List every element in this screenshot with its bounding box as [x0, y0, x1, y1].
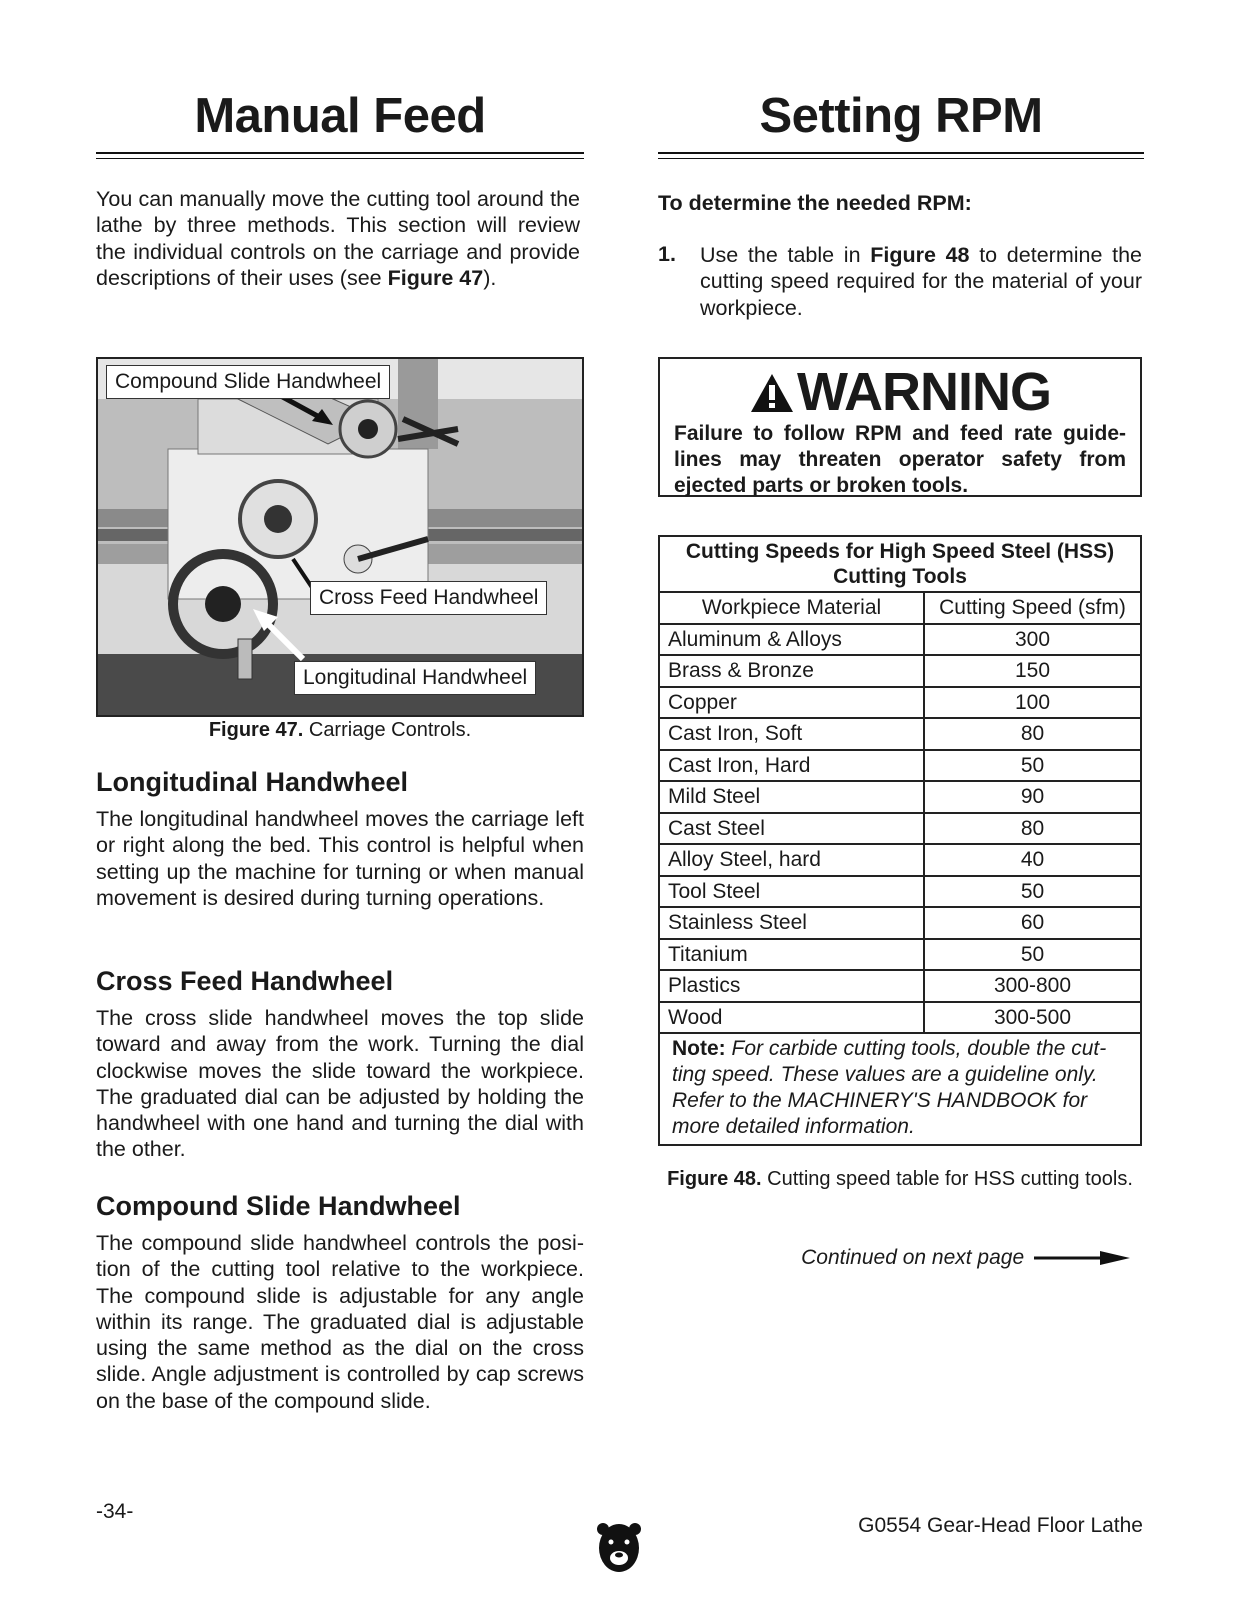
callout-longitudinal-handwheel: Longitudinal Handwheel: [294, 661, 536, 695]
figure-47-caption-text: Carriage Controls.: [303, 719, 472, 741]
cross-feed-handwheel-body: The cross slide handwheel moves the top slide toward and away from the work. Turning the dial clockwise moves the slide toward the workpiece. The graduated dial can be adjusted by holding the handwheel with one hand and turning the dial with the other.: [96, 1006, 584, 1162]
table-row: [659, 813, 1141, 845]
cross-feed-handwheel-heading: Cross Feed Handwheel: [96, 966, 394, 996]
table-row: [659, 907, 1141, 939]
figure-48-caption: [658, 1166, 1142, 1192]
title-rule: [96, 152, 584, 154]
material-cell: Alloy Steel, hard: [659, 844, 924, 876]
manual-feed-title: Manual Feed: [194, 89, 486, 143]
material-cell: Plastics: [659, 970, 924, 1002]
callout-cross-feed-handwheel: Cross Feed Handwheel: [310, 581, 547, 615]
arrow-right-icon: [1034, 1250, 1130, 1266]
figure-47-image: [96, 357, 584, 717]
table-row: [659, 1002, 1141, 1034]
step-text-pre: Use the table in: [700, 243, 871, 267]
rpm-subheading: To determine the needed RPM:: [658, 191, 972, 215]
manual-title: G0554 Gear-Head Floor Lathe: [858, 1514, 1143, 1537]
material-cell: Copper: [659, 687, 924, 719]
speed-cell: 90: [924, 781, 1141, 813]
speed-cell: 300-500: [924, 1002, 1141, 1034]
speed-cell: 80: [924, 718, 1141, 750]
figure-48-ref: Figure 48: [870, 243, 970, 267]
figure-47-caption-label: Figure 47.: [208, 719, 304, 741]
figure-47-caption: [96, 719, 584, 742]
callout-compound-slide-handwheel: Compound Slide Handwheel: [106, 365, 390, 399]
material-cell: Stainless Steel: [659, 907, 924, 939]
table-row: [659, 781, 1141, 813]
table-row: [659, 718, 1141, 750]
title-rule: [658, 152, 1144, 154]
material-cell: Wood: [659, 1002, 924, 1034]
step-text: [700, 242, 1142, 321]
speed-cell: 80: [924, 813, 1141, 845]
table-row: [659, 844, 1141, 876]
material-cell: Aluminum & Alloys: [659, 624, 924, 656]
step-text-post: to determine the cutting speed required for the material of your workpiece.: [700, 243, 1142, 320]
speed-cell: 40: [924, 844, 1141, 876]
material-cell: Brass & Bronze: [659, 655, 924, 687]
continued-text: Continued on next page: [801, 1246, 1025, 1269]
figure-48-caption-label: Figure 48.: [667, 1168, 762, 1190]
table-row: [659, 624, 1141, 656]
warning-label: WARNING: [797, 362, 1051, 422]
warning-triangle-icon: [749, 372, 795, 414]
speed-cell: 100: [924, 687, 1141, 719]
table-row: [659, 876, 1141, 908]
warning-box: [658, 357, 1142, 497]
table-row: [659, 750, 1141, 782]
page-number: -34-: [96, 1500, 134, 1523]
speed-cell: 50: [924, 750, 1141, 782]
table-row: [659, 970, 1141, 1002]
intro-paragraph: [96, 186, 580, 291]
table-title: Cutting Speeds for High Speed Steel (HSS) Cutting Tools: [659, 536, 1141, 592]
intro-end: ).: [483, 265, 497, 290]
compound-slide-handwheel-body: The compound slide handwheel controls the position of the cutting tool relative to the workpiece. The compound slide is adjustable for any angle within its range. The graduated dial is adjustable using the same method as the dial on the cross slide. Angle adjustment is controlled by cap screws on the base of the compound slide.: [96, 1231, 584, 1413]
continued-note: [801, 1246, 1130, 1270]
longitudinal-handwheel-heading: Longitudinal Handwheel: [96, 767, 408, 797]
title-rule-thin: [96, 158, 584, 159]
intro-text: You can manually move the cutting tool around the lathe by three methods. This section will review the individual controls on the carriage and provide descriptions of their uses (see: [96, 187, 580, 290]
note-label: Note:: [672, 1037, 726, 1060]
material-cell: Mild Steel: [659, 781, 924, 813]
header-workpiece-material: Workpiece Material: [659, 592, 924, 624]
figure-48-caption-text: Cutting speed table for HSS cutting tools.: [761, 1168, 1133, 1190]
material-cell: Tool Steel: [659, 876, 924, 908]
step-number: 1.: [658, 242, 676, 266]
material-cell: Cast Iron, Soft: [659, 718, 924, 750]
material-cell: Cast Steel: [659, 813, 924, 845]
material-cell: Cast Iron, Hard: [659, 750, 924, 782]
speed-cell: 50: [924, 939, 1141, 971]
figure-47-ref: Figure 47: [387, 265, 484, 290]
header-cutting-speed: Cutting Speed (sfm): [924, 592, 1141, 624]
cutting-speed-table: [658, 535, 1142, 1146]
speed-cell: 60: [924, 907, 1141, 939]
speed-cell: 300: [924, 624, 1141, 656]
material-cell: Titanium: [659, 939, 924, 971]
table-row: [659, 939, 1141, 971]
table-header-row: [659, 592, 1141, 624]
warning-heading: [660, 363, 1140, 421]
speed-cell: 150: [924, 655, 1141, 687]
note-text: For carbide cutting tools, double the cutting speed. These values are a guideline only. Refer to the MACHINERY'S HANDBOOK for more detailed information.: [672, 1037, 1107, 1138]
table-row: [659, 655, 1141, 687]
setting-rpm-title: Setting RPM: [759, 89, 1043, 143]
table-note: [659, 1033, 1141, 1145]
compound-slide-handwheel-heading: Compound Slide Handwheel: [96, 1191, 461, 1221]
warning-text: Failure to follow RPM and feed rate guidelines may threaten operator safety from ejected parts or broken tools.: [674, 422, 1126, 497]
longitudinal-handwheel-body: The longitudinal handwheel moves the carriage left or right along the bed. This control is helpful when setting up the machine for turning or when manual movement is desired during turning operations.: [96, 807, 584, 910]
table-row: [659, 687, 1141, 719]
speed-cell: 300-800: [924, 970, 1141, 1002]
speed-cell: 50: [924, 876, 1141, 908]
bear-logo-icon: [596, 1522, 642, 1574]
title-rule-thin: [658, 158, 1144, 159]
